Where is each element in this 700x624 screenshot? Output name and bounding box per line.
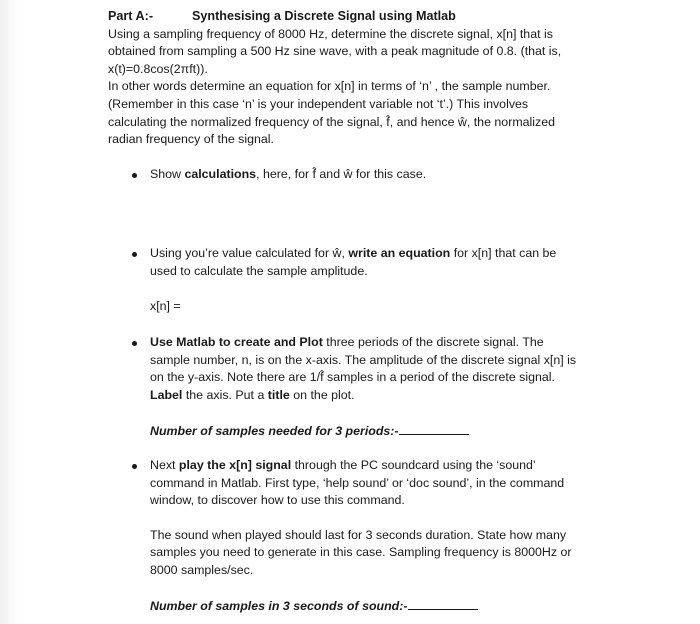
bullet-text-line [150, 387, 588, 405]
bullet-show-calculations [108, 166, 588, 184]
answer-blank [399, 422, 469, 435]
section-title: Synthesising a Discrete Signal using Matlab [192, 9, 456, 23]
bullet-text-line: window, to discover how to use this command. [150, 493, 405, 508]
text-run: on the plot. [289, 387, 355, 402]
text-run: through the PC soundcard using the ‘sound’ [291, 458, 536, 473]
question-line [150, 422, 588, 441]
intro-paragraph [108, 26, 588, 149]
text-run: Show [150, 166, 185, 181]
bullet-play-sound [108, 457, 588, 615]
bullet-text-line: used to calculate the sample amplitude. [150, 263, 368, 278]
bold-text: title [267, 387, 290, 402]
part-label: Part A:- [108, 9, 154, 23]
paragraph-line: 8000 samples/sec. [150, 563, 254, 578]
text-run: , here, for f̂ and ŵ for this case. [256, 166, 427, 181]
text-run: three periods of the discrete signal. The [322, 335, 544, 350]
text-run: Using you’re value calculated for ŵ, [150, 246, 349, 261]
answer-blank [408, 597, 478, 610]
paragraph-line: samples you need to generate in this case. Sampling frequency is 8000Hz or [150, 545, 572, 560]
bullet-text [150, 334, 588, 352]
bullet-text-line: command in Matlab. First type, ‘help sound’ or ‘doc sound’, in the command [150, 475, 565, 490]
bullet-dot [132, 173, 137, 178]
bold-text: Label [150, 387, 183, 402]
text-run: for x[n] that can be [450, 246, 557, 261]
bullet-write-equation [108, 245, 588, 315]
bullet-text-line: on the y-axis. Note there are 1/f̂ samples in a period of the discrete signal. [150, 370, 555, 385]
bullet-text-line: sample number, n, is on the x-axis. The amplitude of the discrete signal x[n] is [150, 352, 577, 367]
bullet-dot [132, 341, 137, 346]
text-run: Next [150, 458, 179, 473]
section-heading [108, 8, 588, 26]
intro-line: Using a sampling frequency of 8000 Hz, determine the discrete signal, x[n] that is [108, 26, 553, 41]
question-text: Number of samples in 3 seconds of sound:- [150, 598, 408, 613]
bullet-text [150, 166, 588, 184]
intro-line: x(t)=0.8cos(2πft)). [108, 61, 208, 76]
bold-text: write an equation [348, 246, 451, 261]
bullet-matlab-plot [108, 334, 588, 440]
intro-line: obtained from sampling a 500 Hz sine wave, with a peak magnitude of 0.8. (that is, [108, 44, 562, 59]
equation-label: x[n] = [150, 298, 181, 313]
sound-duration-paragraph [150, 527, 588, 580]
question-text: Number of samples needed for 3 periods:- [150, 423, 399, 438]
bullet-text [150, 457, 588, 475]
bold-text: play the x[n] signal [178, 458, 292, 473]
bold-text: Use Matlab to create and Plot [150, 335, 323, 350]
text-run: the axis. Put a [182, 387, 268, 402]
bullet-text [150, 245, 588, 263]
question-line [150, 597, 588, 616]
page-edge-shadow [0, 0, 18, 624]
intro-line: In other words determine an equation for x[n] in terms of ‘n’ , the sample number. [108, 79, 551, 94]
paragraph-line: The sound when played should last for 3 seconds duration. State how many [150, 527, 567, 542]
intro-line: (Remember in this case ‘n’ is your independent variable not ‘t’.) This involves [108, 96, 529, 111]
intro-line: radian frequency of the signal. [108, 132, 275, 147]
document-content [108, 8, 588, 615]
bullet-dot [132, 252, 137, 257]
bold-text: calculations [184, 166, 257, 181]
bullet-dot [132, 464, 137, 469]
intro-line: calculating the normalized frequency of the signal, f̂, and hence ŵ, the normalized [108, 114, 556, 129]
